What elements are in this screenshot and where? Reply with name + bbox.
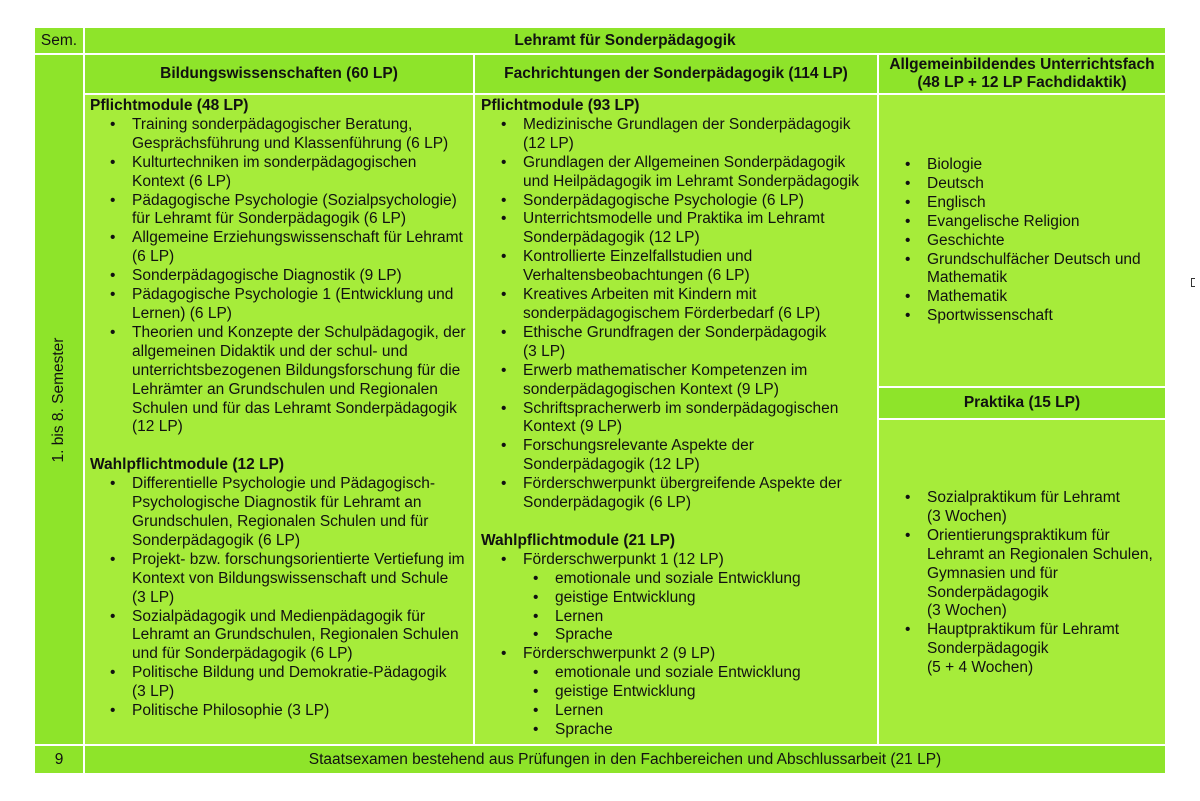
list-item: [885, 232, 1165, 251]
list-item-line: • Differentielle Psychologie und Pädagogisch-: [132, 475, 436, 493]
list-item-line: • Sozialpädagogik und Medienpädagogik für: [132, 607, 425, 625]
list-item-line: • Mathematik: [927, 288, 1008, 306]
list-item-line: Psychologische Diagnostik für Lehramt an: [132, 494, 422, 512]
list-item-line: Sonderpädagogik (6 LP): [132, 531, 301, 549]
list-item-line: • geistige Entwicklung: [555, 683, 696, 701]
list-item: [481, 192, 877, 211]
wahlpflichtmodule-list: [90, 475, 473, 721]
list-item: [481, 248, 877, 286]
list-item-line: Schulen und für das Lehramt Sonderpädagogik: [132, 399, 457, 417]
list-item-line: • Biologie: [927, 156, 983, 173]
list-item-line: • geistige Entwicklung: [555, 588, 696, 606]
list-item: [90, 664, 473, 702]
list-item: [885, 527, 1165, 622]
list-item: [481, 437, 877, 475]
sub-list-wrapper: [481, 664, 877, 740]
list-item-line: • Deutsch: [927, 174, 984, 192]
list-item-line: • Orientierungspraktikum für: [927, 526, 1110, 544]
list-item: [885, 489, 1165, 527]
list-item: [481, 286, 877, 324]
list-item: [481, 116, 877, 154]
list-item-line: • Sportwissenschaft: [927, 307, 1053, 325]
list-item: [90, 154, 473, 192]
list-item-line: Grundschulen, Regionalen Schulen und für: [132, 513, 429, 531]
list-item: [481, 551, 877, 570]
list-item-line: • Sozialpraktikum für Lehramt: [927, 489, 1120, 506]
list-item: [885, 307, 1165, 326]
list-item-line: Kontext (9 LP): [523, 418, 623, 436]
list-item-line: • Sonderpädagogische Diagnostik (9 LP): [132, 267, 402, 285]
list-item-line: (3 LP): [132, 683, 175, 701]
list-item-line: • Erwerb mathematischer Kompetenzen im: [523, 361, 808, 379]
list-item-line: (12 LP): [132, 418, 183, 436]
footer-staatsexamen: [85, 746, 1165, 773]
list-item-line: • Forschungsrelevante Aspekte der: [523, 437, 754, 455]
list-item: [90, 116, 473, 154]
list-item-line: • Sprache: [555, 626, 613, 644]
list-item-line: Sonderpädagogik (12 LP): [523, 229, 700, 247]
list-item-line: • Sonderpädagogische Psychologie (6 LP): [523, 191, 804, 209]
list-item-line: Sonderpädagogik: [927, 583, 1049, 601]
footer-semester: [35, 746, 83, 773]
list-item-line: • Grundschulfächer Deutsch und: [927, 250, 1141, 268]
list-item: [481, 702, 877, 721]
list-item: [481, 608, 877, 627]
list-item-line: • Grundlagen der Allgemeinen Sonderpädagogik: [523, 153, 846, 171]
list-item: [885, 175, 1165, 194]
list-item: [481, 721, 877, 740]
table-title: [85, 28, 1165, 53]
sem-header: [35, 28, 83, 53]
list-item: [481, 400, 877, 438]
unterrichtsfach-body: [879, 95, 1165, 386]
list-item: [885, 251, 1165, 289]
column-header-fachrichtungen: [475, 55, 877, 93]
sem-label: Sem.: [40, 31, 78, 49]
list-item-line: • Ethische Grundfragen der Sonderpädagogik: [523, 323, 827, 341]
list-item: [90, 192, 473, 230]
list-item: [885, 621, 1165, 678]
edge-marker: [1191, 278, 1195, 287]
list-item-line: • Theorien und Konzepte der Schulpädagogik, der: [132, 323, 466, 341]
list-item-line: Sonderpädagogik (12 LP): [523, 456, 700, 474]
list-item-line: • Training sonderpädagogischer Beratung,: [132, 115, 413, 133]
list-item-line: sonderpädagogischem Förderbedarf (6 LP): [523, 304, 821, 322]
sub-list-wrapper: [481, 570, 877, 646]
column-header-label: Bildungswissenschaften (60 LP): [160, 65, 398, 82]
wahlpflichtmodule-list: [481, 551, 877, 740]
column-header-bildungswissenschaften: [85, 55, 473, 93]
list-item: [885, 213, 1165, 232]
list-item-line: Kontext (6 LP): [132, 172, 232, 190]
list-item-line: (3 LP): [132, 588, 175, 606]
list-item: [90, 702, 473, 721]
list-item: [885, 194, 1165, 213]
list-item-line: Lehrämter an Grundschulen und Regionalen: [132, 380, 438, 398]
wahlpflichtmodule-title: Wahlpflichtmodule (21 LP): [481, 531, 676, 549]
list-item: [90, 475, 473, 551]
list-item: [90, 324, 473, 437]
list-item: [481, 589, 877, 608]
list-item-line: • Projekt- bzw. forschungsorientierte Vertiefung im: [132, 550, 465, 568]
list-item-line: (5 + 4 Wochen): [927, 659, 1034, 677]
list-item-line: • Englisch: [927, 193, 986, 211]
column-header-label: Fachrichtungen der Sonderpädagogik (114 LP): [504, 65, 848, 82]
list-item-line: • Schriftspracherwerb im sonderpädagogischen: [523, 399, 839, 417]
list-item-line: Kontext von Bildungswissenschaft und Schule: [132, 569, 449, 587]
list-item-line: • Lernen: [555, 607, 604, 625]
semester-range-label: 1. bis 8. Semester: [50, 337, 67, 462]
list-item-line: Sonderpädagogik: [927, 640, 1049, 658]
list-item-line: • Förderschwerpunkt übergreifende Aspekte der: [523, 475, 842, 493]
list-item: [481, 570, 877, 589]
list-item-line: • Unterrichtsmodelle und Praktika im Lehramt: [523, 210, 825, 228]
list-item-line: • Hauptpraktikum für Lehramt: [927, 621, 1120, 639]
list-item: [481, 475, 877, 513]
list-item-line: • Geschichte: [927, 231, 1005, 249]
list-item-line: (3 LP): [523, 342, 566, 360]
list-item: [481, 626, 877, 645]
list-item-line: • Sprache: [555, 721, 613, 738]
title-text: Lehramt für Sonderpädagogik: [514, 31, 736, 49]
list-item-line: • Pädagogische Psychologie (Sozialpsychologie): [132, 191, 457, 209]
list-item-line: Gymnasien und für: [927, 564, 1058, 582]
pflichtmodule-list: [90, 116, 473, 437]
pflichtmodule-list: [481, 116, 877, 513]
list-item-line: Mathematik: [927, 269, 1008, 287]
list-item-line: für Lehramt für Sonderpädagogik (6 LP): [132, 210, 406, 228]
list-item: [90, 267, 473, 286]
list-item: [481, 362, 877, 400]
list-item-line: (12 LP): [523, 134, 574, 152]
subject-list: [885, 156, 1165, 326]
list-item-line: Gesprächsführung und Klassenführung (6 LP): [132, 134, 449, 152]
praktika-header: [879, 388, 1165, 418]
sub-list: [481, 570, 877, 646]
list-item: [481, 154, 877, 192]
list-item-line: (3 Wochen): [927, 602, 1007, 620]
list-item-line: und Heilpädagogik im Lehramt Sonderpädagogik: [523, 172, 860, 190]
list-item: [481, 664, 877, 683]
list-item-line: • Politische Bildung und Demokratie-Pädagogik: [132, 664, 447, 682]
column-header-label: Allgemeinbildendes Unterrichtsfach: [889, 56, 1155, 73]
list-item-line: • emotionale und soziale Entwicklung: [555, 569, 801, 587]
praktika-body: [879, 420, 1165, 744]
list-item-line: • Kontrollierte Einzelfallstudien und: [523, 248, 753, 266]
list-item-line: • Evangelische Religion: [927, 212, 1080, 230]
list-item-line: • Kulturtechniken im sonderpädagogischen: [132, 153, 417, 171]
list-item-line: unterrichtsbezogenen Bildungsforschung für die: [132, 361, 461, 379]
list-item-line: Lehramt an Regionalen Schulen,: [927, 545, 1153, 563]
list-item-line: • Politische Philosophie (3 LP): [132, 702, 330, 720]
list-item-line: • Kreatives Arbeiten mit Kindern mit: [523, 286, 757, 304]
praktika-list: [885, 489, 1165, 678]
list-item-line: Sonderpädagogik (6 LP): [523, 494, 692, 512]
list-item-line: (3 Wochen): [927, 507, 1007, 525]
list-item: [885, 288, 1165, 307]
column-header-unterrichtsfach: [879, 55, 1165, 93]
wahlpflichtmodule-title: Wahlpflichtmodule (12 LP): [90, 456, 285, 474]
list-item: [481, 210, 877, 248]
list-item: [885, 156, 1165, 175]
list-item-line: • Lernen: [555, 702, 604, 720]
pflichtmodule-title: Pflichtmodule (48 LP): [90, 97, 249, 114]
list-item-line: Verhaltensbeobachtungen (6 LP): [523, 267, 750, 285]
list-item: [481, 645, 877, 664]
list-item-line: (6 LP): [132, 248, 175, 266]
list-item-line: allgemeinen Didaktik und der schul- und: [132, 342, 408, 360]
sub-list: [481, 664, 877, 740]
list-item: [90, 229, 473, 267]
list-item-line: sonderpädagogischen Kontext (9 LP): [523, 380, 779, 398]
list-item: [481, 324, 877, 362]
semester-range-cell: [35, 55, 83, 744]
list-item-line: • Allgemeine Erziehungswissenschaft für Lehramt: [132, 229, 463, 247]
fachrichtungen-body: [475, 95, 877, 744]
praktika-title: Praktika (15 LP): [963, 394, 1081, 411]
list-item-line: • Pädagogische Psychologie 1 (Entwicklung und: [132, 286, 454, 304]
list-item-line: Lehramt an Grundschulen, Regionalen Schulen: [132, 626, 459, 644]
column-header-label: (48 LP + 12 LP Fachdidaktik): [917, 74, 1127, 91]
list-item-line: und für Sonderpädagogik (6 LP): [132, 645, 353, 663]
pflichtmodule-title: Pflichtmodule (93 LP): [481, 97, 640, 114]
bildungswissenschaften-body: [85, 95, 473, 744]
list-item: [90, 608, 473, 665]
list-item-line: • Medizinische Grundlagen der Sonderpädagogik: [523, 115, 851, 133]
foerderschwerpunkt-1: Förderschwerpunkt 1 (12 LP): [523, 550, 724, 568]
list-item: [481, 683, 877, 702]
list-item-line: • emotionale und soziale Entwicklung: [555, 664, 801, 682]
footer-semester-number: 9: [54, 750, 64, 768]
list-item: [90, 286, 473, 324]
list-item-line: Lernen) (6 LP): [132, 304, 232, 322]
footer-text: Staatsexamen bestehend aus Prüfungen in den Fachbereichen und Abschlussarbeit (21 LP): [308, 750, 942, 768]
foerderschwerpunkt-2: Förderschwerpunkt 2 (9 LP): [523, 645, 716, 663]
list-item: [90, 551, 473, 608]
